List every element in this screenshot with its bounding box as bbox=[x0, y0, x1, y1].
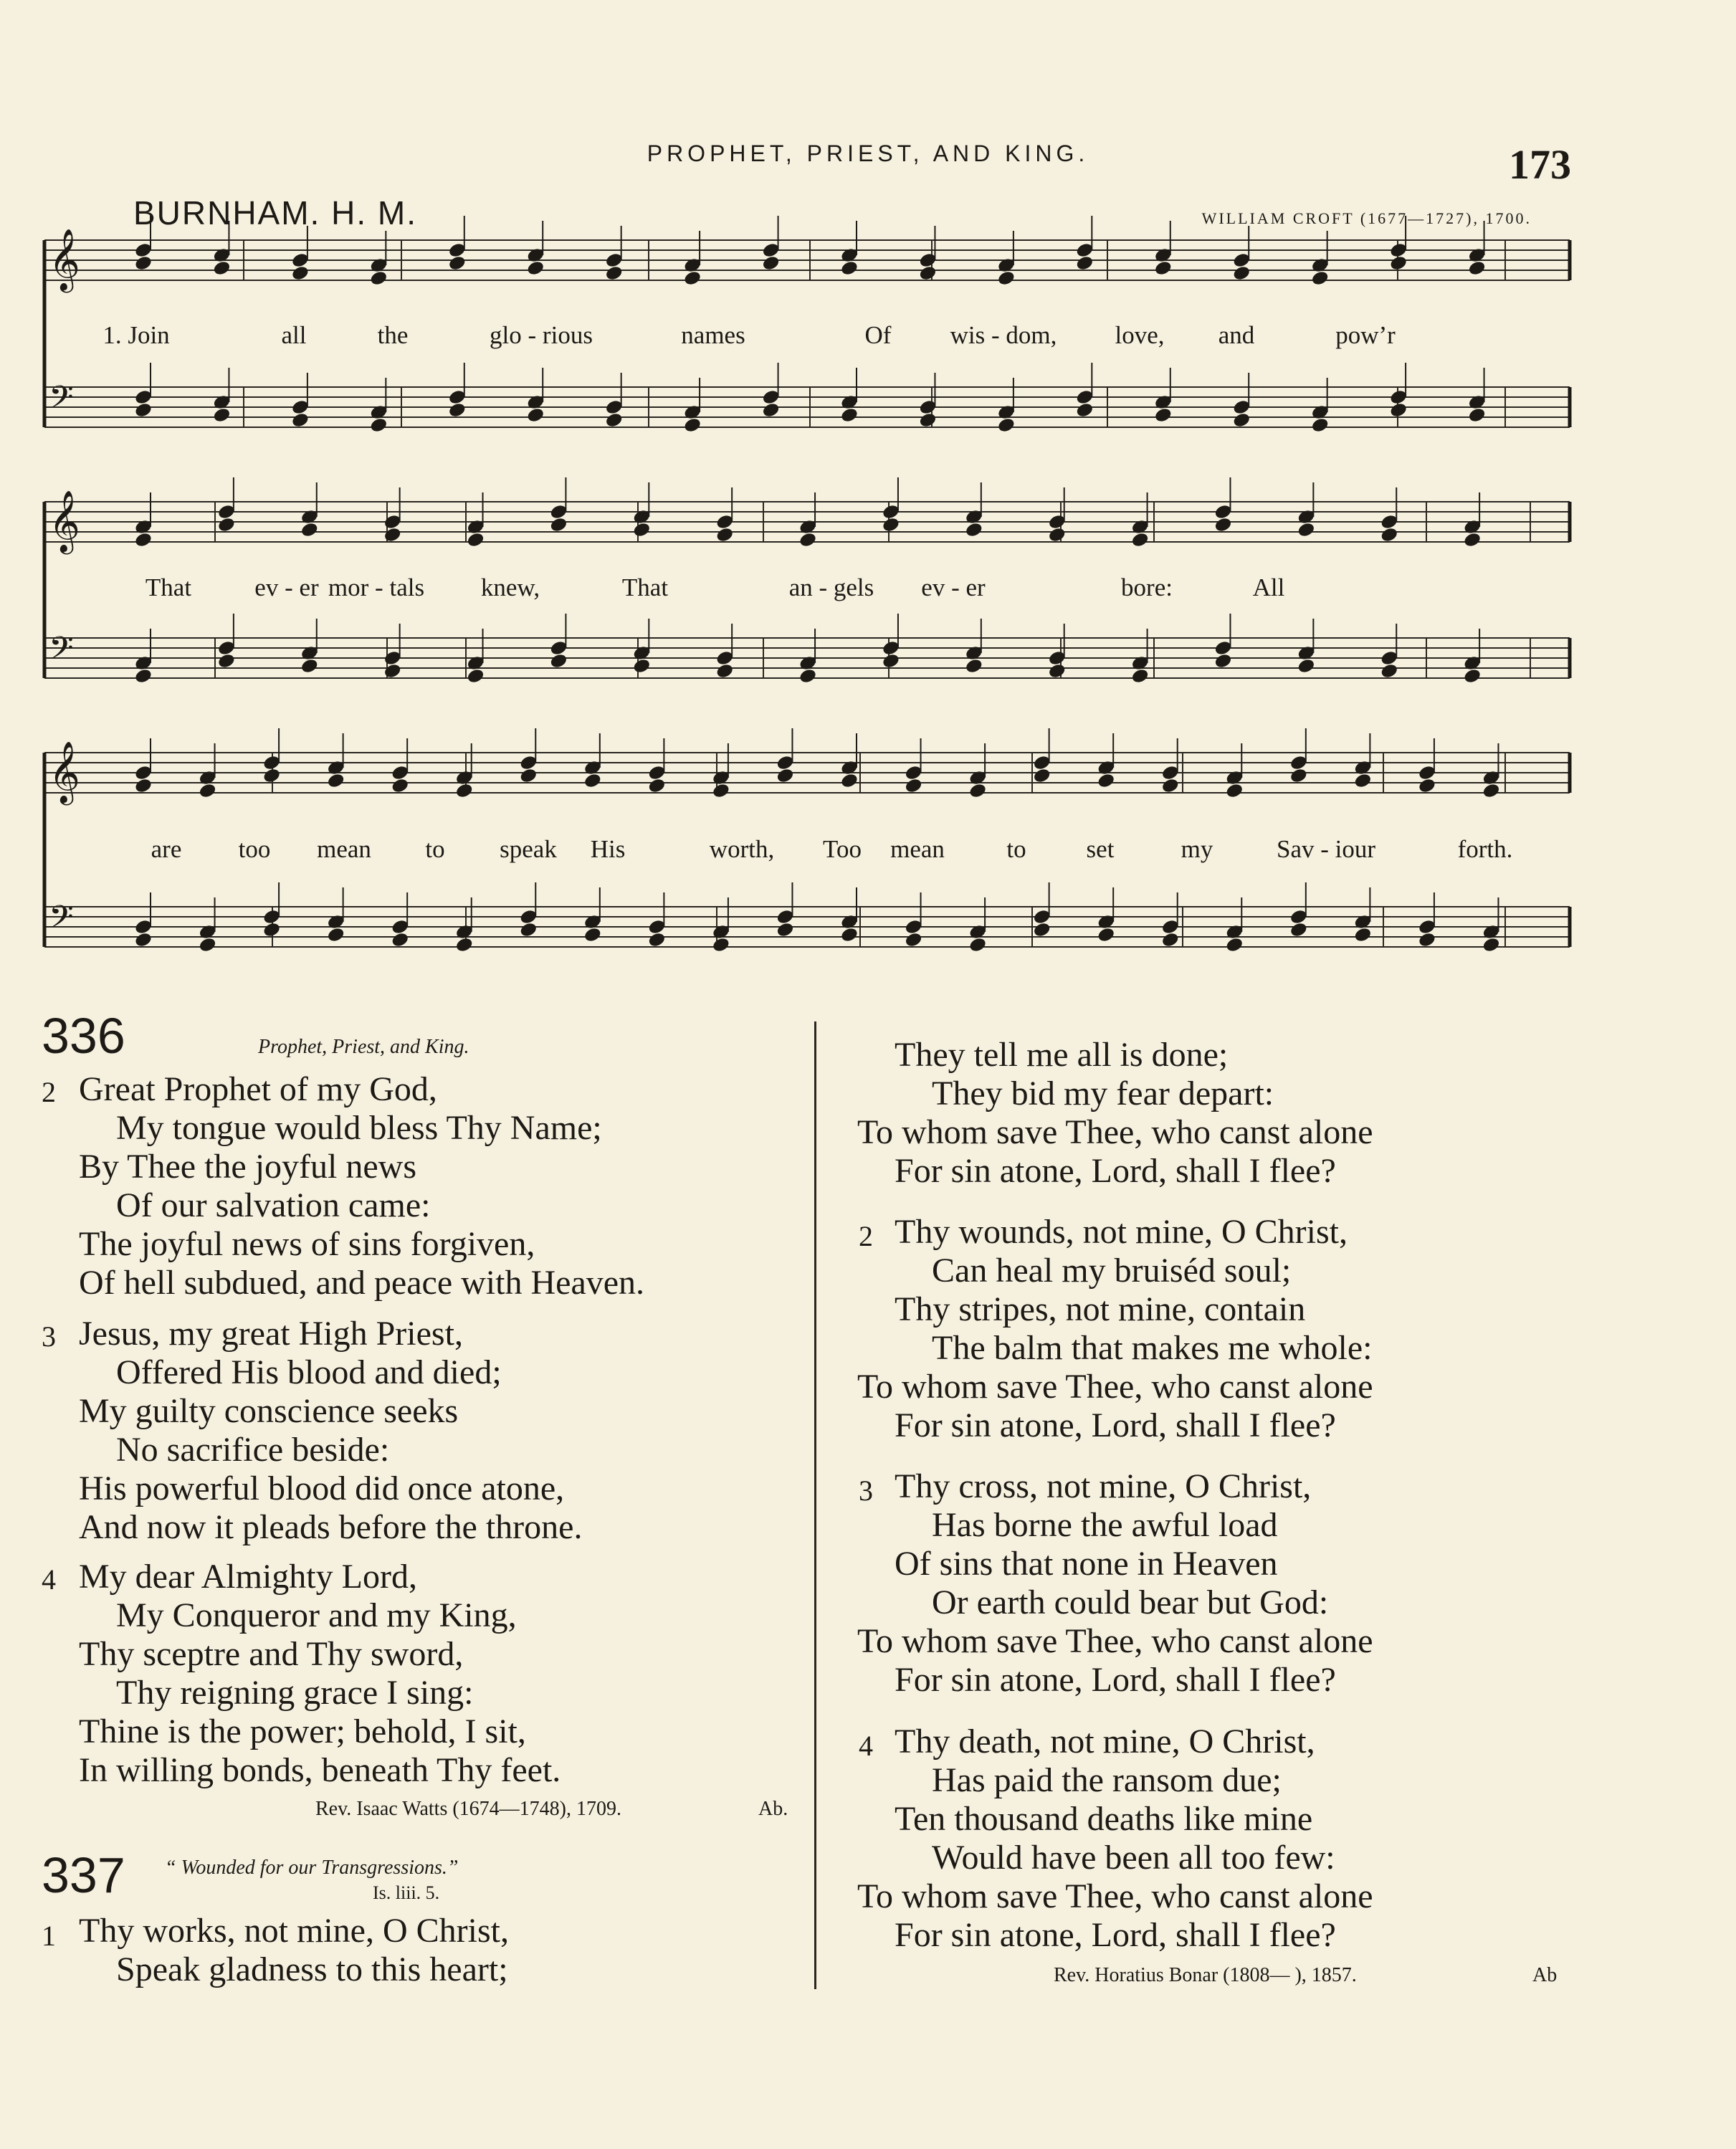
note-head bbox=[840, 259, 859, 277]
note-head bbox=[217, 516, 237, 533]
note-head bbox=[604, 265, 624, 282]
verse-line: Would have been all too few: bbox=[932, 1839, 1335, 1877]
lyric-syllable: glo - rious bbox=[490, 321, 593, 349]
note-head bbox=[134, 667, 153, 685]
lyric-syllable: ev - er bbox=[921, 573, 986, 601]
lyric-syllable: to bbox=[425, 835, 445, 863]
note-head bbox=[712, 936, 731, 953]
note-head bbox=[1482, 936, 1501, 953]
hymn-337-tag: Ab bbox=[1532, 1964, 1558, 1986]
note-head bbox=[1213, 516, 1233, 533]
stanza-number: 2 bbox=[42, 1076, 56, 1108]
lyric-syllable: speak bbox=[500, 835, 557, 863]
verse-line: No sacrifice beside: bbox=[116, 1431, 390, 1469]
note-head bbox=[1353, 772, 1373, 789]
note-head bbox=[391, 931, 410, 948]
treble-clef-icon: 𝄞 bbox=[49, 741, 80, 803]
note-head bbox=[1389, 401, 1408, 419]
verse-line: Can heal my bruiséd soul; bbox=[932, 1252, 1292, 1290]
hymn-number-336: 336 bbox=[42, 1008, 125, 1064]
note-head bbox=[454, 936, 474, 953]
lyric-syllable: and bbox=[1218, 321, 1255, 349]
note-head bbox=[1353, 926, 1373, 943]
note-head bbox=[964, 521, 983, 538]
verse-line: My dear Almighty Lord, bbox=[79, 1558, 417, 1596]
lyric-syllable: set bbox=[1086, 835, 1115, 863]
note-head bbox=[454, 782, 474, 799]
note-head bbox=[466, 531, 485, 548]
verse-line: And now it pleads before the throne. bbox=[79, 1508, 583, 1546]
verse-line: Ten thousand deaths like mine bbox=[895, 1800, 1313, 1838]
verse-line: Thy cross, not mine, O Christ, bbox=[895, 1467, 1312, 1505]
note-head bbox=[212, 406, 232, 424]
hymn-337-attribution: Rev. Horatius Bonar (1808— ), 1857. bbox=[1054, 1964, 1357, 1986]
hymn-title-337: “ Wounded for our Transgressions.” bbox=[165, 1857, 459, 1879]
note-head bbox=[1418, 931, 1437, 948]
lyric-syllable: ev - er bbox=[254, 573, 319, 601]
verse-line: Has paid the ransom due; bbox=[932, 1761, 1282, 1799]
lyric-syllable: worth, bbox=[709, 835, 775, 863]
note-head bbox=[291, 265, 310, 282]
lyric-syllable: mor - tals bbox=[328, 573, 425, 601]
lyric-syllable: forth. bbox=[1457, 835, 1513, 863]
verse-line: In willing bonds, beneath Thy feet. bbox=[79, 1751, 561, 1789]
note-head bbox=[369, 270, 388, 287]
lyric-syllable: 1. Join bbox=[102, 321, 170, 349]
note-head bbox=[1130, 667, 1150, 685]
verse-line: Thy stripes, not mine, contain bbox=[895, 1290, 1306, 1328]
note-head bbox=[549, 516, 568, 533]
note-head bbox=[840, 772, 859, 789]
note-head bbox=[1482, 782, 1501, 799]
column-divider bbox=[814, 1021, 816, 1989]
note-head bbox=[1289, 921, 1308, 938]
note-head bbox=[632, 657, 652, 675]
note-head bbox=[549, 652, 568, 670]
lyric-syllable: Too bbox=[823, 835, 862, 863]
note-head bbox=[918, 265, 938, 282]
note-head bbox=[519, 921, 538, 938]
note-head bbox=[798, 531, 818, 548]
note-head bbox=[300, 521, 319, 538]
note-head bbox=[1467, 406, 1487, 424]
stanza-number: 3 bbox=[859, 1474, 873, 1507]
note-head bbox=[715, 662, 735, 680]
lyric-syllable: the bbox=[377, 321, 409, 349]
verse-line: My guilty conscience seeks bbox=[79, 1392, 459, 1430]
lyric-syllable: too bbox=[238, 835, 271, 863]
note-head bbox=[1075, 401, 1094, 419]
lyric-syllable: That bbox=[145, 573, 192, 601]
lyric-syllable: love, bbox=[1115, 321, 1165, 349]
verse-line: By Thee the joyful news bbox=[79, 1148, 417, 1186]
verse-line: Of our salvation came: bbox=[116, 1186, 431, 1224]
note-head bbox=[1047, 526, 1067, 543]
note-head bbox=[134, 254, 153, 272]
note-head bbox=[882, 652, 901, 670]
note-head bbox=[583, 772, 602, 789]
verse-line: Or earth could bear but God: bbox=[932, 1583, 1329, 1621]
verse-line: Great Prophet of my God, bbox=[79, 1070, 437, 1108]
note-head bbox=[968, 782, 988, 799]
note-head bbox=[840, 926, 859, 943]
note-head bbox=[134, 777, 153, 794]
note-head bbox=[383, 526, 402, 543]
verse-line: For sin atone, Lord, shall I flee? bbox=[895, 1916, 1336, 1954]
treble-clef-icon: 𝄞 bbox=[49, 490, 80, 552]
note-head bbox=[198, 936, 217, 953]
verse-line: They bid my fear depart: bbox=[932, 1074, 1274, 1112]
verse-line: Has borne the awful load bbox=[932, 1506, 1278, 1544]
note-head bbox=[1232, 265, 1251, 282]
note-head bbox=[1213, 652, 1233, 670]
note-head bbox=[326, 772, 345, 789]
note-head bbox=[447, 401, 467, 419]
verse-line: My Conqueror and my King, bbox=[116, 1596, 517, 1634]
hymn-337-reference: Is. liii. 5. bbox=[373, 1882, 440, 1903]
note-head bbox=[1463, 531, 1482, 548]
note-head bbox=[647, 931, 667, 948]
note-head bbox=[262, 767, 282, 784]
lyric-syllable: to bbox=[1006, 835, 1026, 863]
note-head bbox=[1380, 662, 1399, 680]
lyric-syllable: are bbox=[151, 835, 182, 863]
lyric-syllable: my bbox=[1181, 835, 1213, 863]
verse-line: Thy wounds, not mine, O Christ, bbox=[895, 1213, 1348, 1251]
note-head bbox=[1463, 667, 1482, 685]
note-head bbox=[683, 416, 702, 434]
note-head bbox=[1380, 526, 1399, 543]
bass-clef-icon: 𝄢 bbox=[49, 629, 74, 675]
verse-line: To whom save Thee, who canst alone bbox=[857, 1622, 1373, 1660]
note-head bbox=[1153, 259, 1173, 277]
note-head bbox=[134, 401, 153, 419]
note-head bbox=[882, 516, 901, 533]
bass-clef-icon: 𝄢 bbox=[49, 378, 74, 424]
lyric-syllable: That bbox=[621, 573, 669, 601]
lyric-syllable: His bbox=[590, 835, 626, 863]
note-head bbox=[712, 782, 731, 799]
stanza-number: 4 bbox=[859, 1730, 873, 1762]
verse-line: Jesus, my great High Priest, bbox=[79, 1315, 463, 1353]
note-head bbox=[1097, 772, 1116, 789]
lyric-syllable: pow’r bbox=[1335, 321, 1396, 349]
verse-line: Of sins that none in Heaven bbox=[895, 1545, 1278, 1583]
note-head bbox=[904, 777, 923, 794]
lyric-syllable: Sav - iour bbox=[1276, 835, 1376, 863]
note-head bbox=[761, 401, 781, 419]
note-head bbox=[134, 931, 153, 948]
verse-line: My tongue would bless Thy Name; bbox=[116, 1109, 602, 1147]
stanza-number: 2 bbox=[859, 1220, 873, 1252]
lyric-syllable: mean bbox=[890, 835, 945, 863]
verse-line: Offered His blood and died; bbox=[116, 1353, 502, 1391]
note-head bbox=[1097, 926, 1116, 943]
verse-line: His powerful blood did once atone, bbox=[79, 1469, 565, 1507]
note-head bbox=[1297, 657, 1316, 675]
treble-clef-icon: 𝄞 bbox=[49, 229, 80, 290]
note-head bbox=[1075, 254, 1094, 272]
hymn-title-336: Prophet, Priest, and King. bbox=[258, 1036, 469, 1058]
hymn-number-337: 337 bbox=[42, 1847, 125, 1903]
note-head bbox=[134, 531, 153, 548]
lyric-syllable: knew, bbox=[480, 573, 540, 601]
note-head bbox=[964, 657, 983, 675]
note-head bbox=[291, 411, 310, 429]
note-head bbox=[369, 416, 388, 434]
note-head bbox=[1130, 531, 1150, 548]
note-head bbox=[1389, 254, 1408, 272]
verse-line: Speak gladness to this heart; bbox=[116, 1950, 508, 1988]
lyric-syllable: All bbox=[1252, 573, 1285, 601]
lyric-syllable: Of bbox=[864, 321, 892, 349]
verse-line: For sin atone, Lord, shall I flee? bbox=[895, 1406, 1336, 1444]
composer-credit: WILLIAM CROFT (1677—1727), 1700. bbox=[1201, 209, 1532, 227]
verse-line: Thine is the power; behold, I sit, bbox=[79, 1712, 526, 1750]
verse-line: To whom save Thee, who canst alone bbox=[857, 1113, 1373, 1151]
note-head bbox=[198, 782, 217, 799]
note-head bbox=[519, 767, 538, 784]
verse-line: To whom save Thee, who canst alone bbox=[857, 1877, 1373, 1915]
tune-name: BURNHAM. H. M. bbox=[133, 194, 417, 232]
note-head bbox=[583, 926, 602, 943]
note-head bbox=[217, 652, 237, 670]
lyric-syllable: wis - dom, bbox=[950, 321, 1057, 349]
note-head bbox=[1160, 931, 1180, 948]
note-head bbox=[526, 406, 545, 424]
note-head bbox=[604, 411, 624, 429]
note-head bbox=[1225, 782, 1244, 799]
stanza-number: 4 bbox=[42, 1563, 56, 1596]
note-head bbox=[1225, 936, 1244, 953]
verse-line: For sin atone, Lord, shall I flee? bbox=[895, 1661, 1336, 1699]
verse-line: They tell me all is done; bbox=[895, 1036, 1229, 1074]
stanza-number: 1 bbox=[42, 1920, 56, 1952]
note-head bbox=[1153, 406, 1173, 424]
note-head bbox=[447, 254, 467, 272]
lyric-syllable: an - gels bbox=[788, 573, 874, 601]
note-head bbox=[997, 416, 1016, 434]
verse-line: For sin atone, Lord, shall I flee? bbox=[895, 1152, 1336, 1190]
note-head bbox=[715, 526, 735, 543]
note-head bbox=[466, 667, 485, 685]
note-head bbox=[326, 926, 345, 943]
note-head bbox=[1297, 521, 1316, 538]
note-head bbox=[1232, 411, 1251, 429]
note-head bbox=[1289, 767, 1308, 784]
note-head bbox=[300, 657, 319, 675]
note-head bbox=[918, 411, 938, 429]
note-head bbox=[840, 406, 859, 424]
verse-line: Thy death, not mine, O Christ, bbox=[895, 1722, 1315, 1760]
lyric-syllable: mean bbox=[317, 835, 371, 863]
note-head bbox=[683, 270, 702, 287]
note-head bbox=[761, 254, 781, 272]
verse-line: Thy reigning grace I sing: bbox=[116, 1674, 474, 1712]
note-head bbox=[997, 270, 1016, 287]
note-head bbox=[391, 777, 410, 794]
note-head bbox=[262, 921, 282, 938]
note-head bbox=[1032, 767, 1051, 784]
note-head bbox=[1047, 662, 1067, 680]
note-head bbox=[1310, 416, 1330, 434]
verse-line: Of hell subdued, and peace with Heaven. bbox=[79, 1264, 645, 1302]
hymn-336-tag: Ab. bbox=[758, 1798, 788, 1820]
note-head bbox=[1160, 777, 1180, 794]
stanza-number: 3 bbox=[42, 1320, 56, 1353]
lyric-syllable: all bbox=[281, 321, 307, 349]
note-head bbox=[526, 259, 545, 277]
hymn-336-attribution: Rev. Isaac Watts (1674—1748), 1709. bbox=[315, 1798, 621, 1820]
note-head bbox=[632, 521, 652, 538]
verse-line: Thy sceptre and Thy sword, bbox=[79, 1635, 464, 1673]
verse-line: The joyful news of sins forgiven, bbox=[79, 1225, 535, 1263]
note-head bbox=[1310, 270, 1330, 287]
page-number: 173 bbox=[1509, 141, 1571, 188]
running-title: PROPHET, PRIEST, AND KING. bbox=[647, 140, 1089, 166]
verse-line: The balm that makes me whole: bbox=[932, 1329, 1373, 1367]
note-head bbox=[1032, 921, 1051, 938]
verse-line: Thy works, not mine, O Christ, bbox=[79, 1912, 509, 1950]
note-head bbox=[776, 767, 795, 784]
note-head bbox=[1467, 259, 1487, 277]
note-head bbox=[383, 662, 402, 680]
bass-clef-icon: 𝄢 bbox=[49, 898, 74, 943]
note-head bbox=[968, 936, 988, 953]
note-head bbox=[904, 931, 923, 948]
note-head bbox=[212, 259, 232, 277]
note-head bbox=[776, 921, 795, 938]
lyric-syllable: names bbox=[681, 321, 745, 349]
lyric-syllable: bore: bbox=[1121, 573, 1173, 601]
note-head bbox=[1418, 777, 1437, 794]
note-head bbox=[647, 777, 667, 794]
verse-line: To whom save Thee, who canst alone bbox=[857, 1368, 1373, 1406]
note-head bbox=[798, 667, 818, 685]
